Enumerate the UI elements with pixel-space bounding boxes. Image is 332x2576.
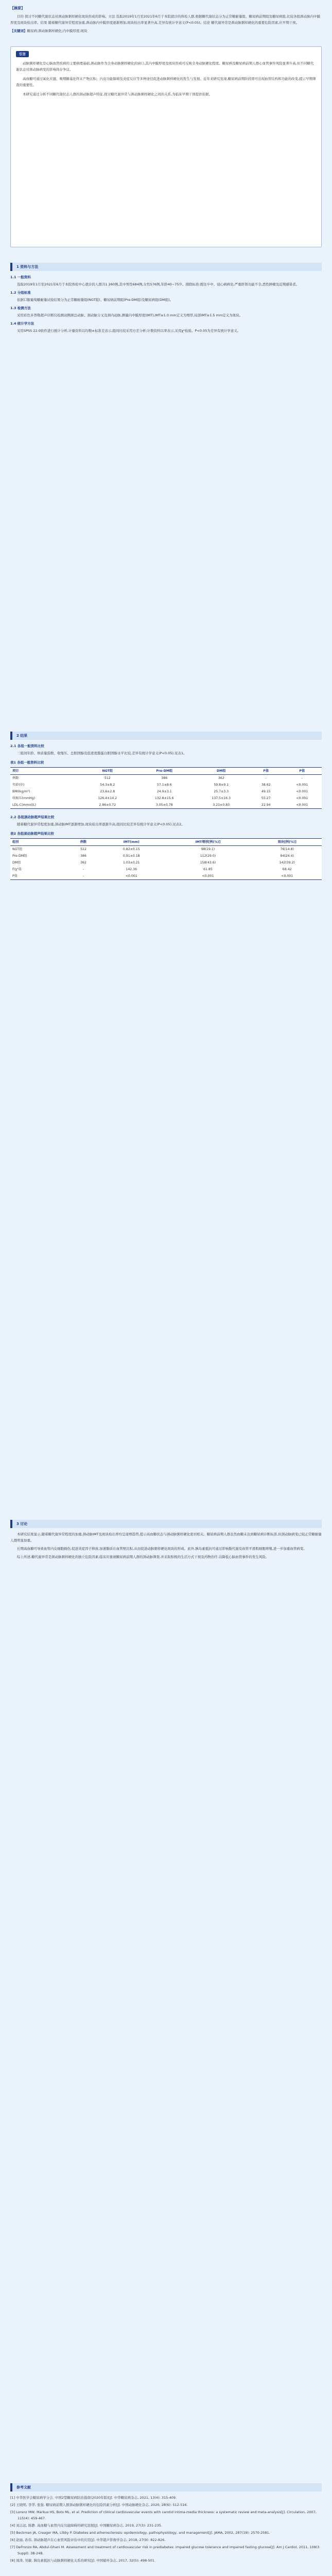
table2-cell: 158(43.6) <box>200 861 216 865</box>
references-title: 参考文献 <box>10 2483 322 2492</box>
discussion-title: 3 讨论 <box>10 1520 322 1528</box>
table1-cell: <0.001 <box>296 783 308 787</box>
methods-paragraph: 采用SPSS 22.0软件进行统计分析,计量资料以均数±标准差表示,组间比较采用方差分析;计数资料以率表示,采用χ²检验。P<0.05为差异有统计学意义。 <box>17 329 241 333</box>
table2-cell: 0.91±0.18 <box>123 854 140 858</box>
table2-header-row <box>10 839 322 846</box>
table1-row <box>10 775 322 782</box>
table2-cell: 1.03±0.21 <box>123 861 140 865</box>
table1-header-cell: F值 <box>263 769 269 773</box>
table2-cell: F/χ²值 <box>12 868 22 871</box>
results-paragraph: 三组间年龄、体质量指数、收缩压、总胆固醇及低密度脂蛋白胆固醇水平比较,差异有统计学意义(P<0.05),见表1。 <box>17 751 187 755</box>
methods-sub-2: 1.2 分组标准 <box>10 291 31 295</box>
results-section <box>10 732 322 880</box>
intro-paragraph: 本研究通过分析不同糖代谢状态人群的颈动脉超声特征,探讨糖代谢异常与颈动脉粥样硬化之间的关系,为临床早期干预提供依据。 <box>23 92 213 96</box>
table1-cell: 收缩压(mmHg) <box>12 796 36 800</box>
table1-row <box>10 788 322 795</box>
reference-list <box>10 2495 322 2564</box>
table1-cell: 137.5±16.3 <box>212 796 231 800</box>
abstract-heading: 【摘要】 <box>10 6 25 10</box>
reference-item: [4] 刘志远, 陈静. 高血糖与血管内皮功能障碍的研究进展[J]. 中国糖尿病杂志, 2019, 27(3): 231-235. <box>10 2523 162 2528</box>
methods-sub-1: 1.1 一般资料 <box>10 275 31 279</box>
table2-header-cell: IMT增厚[例(%)] <box>195 840 221 844</box>
methods-section <box>10 263 322 336</box>
table1-cell: 例数 <box>12 776 19 780</box>
table1-cell: LDL-C(mmol/L) <box>12 803 37 807</box>
table2-row <box>10 859 322 866</box>
keywords-value: 糖尿病;颈动脉粥样硬化;内中膜厚度;斑块 <box>27 29 88 33</box>
table1-row <box>10 782 322 788</box>
table1-title: 表1 各组一般资料比较 <box>10 760 44 765</box>
table2-cell: 76(14.8) <box>280 848 294 851</box>
table2-header-cell: 组别 <box>12 840 19 844</box>
table2 <box>10 838 322 880</box>
table2-cell: 142.36 <box>126 868 137 871</box>
table1-header-row <box>10 768 322 775</box>
reference-item: [1] 中华医学会糖尿病学分会. 中国2型糖尿病防治指南(2020年版)[J]. 中华糖尿病杂志, 2021, 13(4): 315-409. <box>10 2496 177 2500</box>
discussion-paragraph: 长期高血糖可导致血管内皮细胞损伤,促进炎症因子释放,加速脂质在血管壁沉积,从而促进动脉粥样硬化斑块的形成。此外,胰岛素抵抗可通过影响脂代谢及血管平滑肌细胞增殖,进一步加重血管病变。 <box>17 1547 307 1551</box>
discussion-paragraph: 综上所述,糖代谢异常是颈动脉粥样硬化的独立危险因素,临床应重视糖尿病前期人群的颈动脉筛查,并采取积极的生活方式干预及药物治疗,以降低心脑血管事件的发生风险。 <box>17 1555 269 1559</box>
table2-row <box>10 873 322 880</box>
table1-cell: 362 <box>218 776 224 780</box>
table1-cell: - <box>301 776 303 780</box>
methods-sub-4: 1.4 统计学方法 <box>10 321 34 326</box>
table2-cell: NGT组 <box>12 848 23 851</box>
table1-cell: 512 <box>104 776 111 780</box>
table1-cell: - <box>265 776 267 780</box>
table2-cell: - <box>82 868 84 871</box>
table2-cell: 94(24.4) <box>280 854 294 858</box>
methods-paragraph: 采用彩色多普勒超声诊断仪检测双侧颈总动脉、颈动脉分叉及颈内动脉,测量内中膜厚度(IMT),IMT≥1.0 mm定义为增厚,局部IMT≥1.5 mm定义为斑块。 <box>17 313 243 317</box>
keywords-label: 【关键词】 <box>10 29 27 33</box>
table1-cell: 54.3±8.2 <box>100 783 115 787</box>
table1-cell: 3.21±0.83 <box>213 803 230 807</box>
table1-body <box>10 775 322 809</box>
reference-item: [7] DeFronzo RA, Abdul-Ghani M. Assessment and treatment of cardiovascular risk in prediabetes: impaired glucose tolerance and impaired fasting glucose[J]. Am J Cardiol, 2011, 108(3 Suppl): 3B-24B. <box>10 2545 320 2555</box>
table2-body <box>10 846 322 880</box>
table1-cell: 22.94 <box>261 803 271 807</box>
reference-item: [5] Beckman JA, Creager MA, Libby P. Diabetes and atherosclerosis: epidemiology, pathophysiology, and management[J]. JAMA, 2002, 287(19): 2570-2581. <box>10 2531 270 2535</box>
table2-header-cell: 斑块[例(%)] <box>277 840 296 844</box>
table2-cell: DM组 <box>12 861 21 865</box>
table1-cell: 126.4±14.2 <box>98 796 117 800</box>
discussion-paragraph: 本研究结果显示,随着糖代谢异常程度的加重,颈动脉IMT及斑块检出率均呈递增趋势,提示高血糖状态与颈动脉粥样硬化密切相关。糖尿病前期人群虽然血糖未达到糖尿病诊断标准,但颈动脉病变已较正常糖耐量人群明显加重。 <box>10 1532 322 1543</box>
table1-cell: 132.8±15.6 <box>154 796 174 800</box>
intro-box <box>10 46 322 247</box>
results-title: 2 结果 <box>10 732 322 740</box>
table2-cell: 61.85 <box>203 868 213 871</box>
table1-cell: <0.001 <box>296 790 308 793</box>
table1-cell: 386 <box>161 776 168 780</box>
table1-header-cell: NGT组 <box>102 769 113 773</box>
table2-cell: 362 <box>80 861 86 865</box>
intro-paragraph: 动脉粥样硬化是心脑血管疾病的主要病理基础,颈动脉作为全身动脉粥样硬化的窗口,其内中膜厚度及斑块形成可反映全身动脉硬化程度。糖尿病及糖尿病前期人群心血管事件风险显著升高,但不同糖代谢状态对颈动脉病变的影响尚存争议。 <box>16 61 314 72</box>
methods-paragraph: 选取2019年1月至2021年6月于本院体检中心就诊的人群共1 260例,其中男性684例,女性576例,年龄40~75岁。排除标准:既往卒中、冠心病病史,严重肝肾功能不全,恶性肿瘤及近期感染者。 <box>17 282 300 286</box>
intro-tag: 引言 <box>16 51 29 57</box>
table2-cell: P值 <box>12 874 18 878</box>
abstract-text: 目的 探讨不同糖代谢状态对颈动脉粥样硬化斑块形成的影响。方法 选取2019年1月至2021年6月于本院就诊的体检人群,根据糖代谢状态分为正常糖耐量组、糖尿病前期组及糖尿病组,比较各组颈动脉内中膜厚度及斑块检出率。结果 随着糖代谢异常程度加重,颈动脉内中膜厚度逐渐增加,斑块检出率显著升高,差异有统计学意义(P<0.05)。结论 糖代谢异常是颈动脉粥样硬化的重要危险因素,应早期干预。 <box>10 14 321 25</box>
table2-cell: <0.001 <box>281 874 293 878</box>
abstract <box>10 5 322 34</box>
table2-header-cell: 例数 <box>80 840 87 844</box>
methods-sub-3: 1.3 检测方法 <box>10 306 31 310</box>
table2-cell: 142(39.2) <box>279 861 295 865</box>
table2-row <box>10 853 322 859</box>
table2-cell: 68.42 <box>282 868 292 871</box>
table1-cell: 55.27 <box>261 796 271 800</box>
table1-cell: 3.05±0.78 <box>155 803 173 807</box>
table2-cell: - <box>82 874 84 878</box>
reference-item: [2] 王晓明, 李华, 张强. 糖尿病前期人群颈动脉粥样硬化的危险因素分析[J]. 中国动脉硬化杂志, 2020, 28(6): 512-516. <box>10 2503 188 2507</box>
table2-cell: 512 <box>80 848 86 851</box>
table1-header-cell: P值 <box>299 769 305 773</box>
table2-cell: 386 <box>80 854 86 858</box>
reference-item: [8] 周涛, 吴敏. 胰岛素抵抗与动脉粥样硬化关系的研究[J]. 中国循环杂志, 2017, 32(5): 498-501. <box>10 2558 155 2563</box>
table1-header-cell: 项目 <box>12 769 19 773</box>
table2-cell: 112(29.0) <box>200 854 216 858</box>
table2-cell: <0.001 <box>202 874 214 878</box>
table2-header-cell: IMT(mm) <box>123 840 139 844</box>
results-paragraph: 随着糖代谢异常程度加重,颈动脉IMT逐渐增加,斑块检出率逐渐升高,组间比较差异有统计学意义(P<0.05),见表2。 <box>17 822 185 826</box>
results-sub-2: 2.2 各组颈动脉超声结果比较 <box>10 815 55 819</box>
table1-cell: 25.7±3.3 <box>214 790 229 793</box>
references-section <box>10 2483 322 2565</box>
intro-paragraph: 高血糖可通过氧化应激、晚期糖基化终末产物沉积、内皮功能障碍及炎症反应等多种途径促进动脉粥样硬化的发生与发展。近年来研究发现,糖尿病前期阶段即可出现血管结构和功能的改变,提示早期筛查的重要性。 <box>16 77 316 87</box>
keywords <box>10 28 322 34</box>
table1-row <box>10 795 322 802</box>
reference-item: [6] 赵丽, 孙伟. 颈动脉超声在心血管风险评估中的应用[J]. 中华超声影像学杂志, 2018, 27(9): 822-826. <box>10 2538 166 2542</box>
results-sub-1: 2.1 各组一般资料比较 <box>10 744 44 748</box>
discussion-section <box>10 1520 322 1562</box>
table1-row <box>10 802 322 809</box>
table1-cell: 57.1±8.6 <box>156 783 172 787</box>
table2-row <box>10 866 322 873</box>
table1-cell: <0.001 <box>296 803 308 807</box>
reference-item: [3] Lorenz MW, Markus HS, Bots ML, et al. Prediction of clinical cardiovascular events with carotid intima-media thickness: a systematic review and meta-analysis[J]. Circulation, 2007, 115(4): 459-467. <box>10 2510 317 2520</box>
table2-cell: 0.82±0.15 <box>123 848 140 851</box>
table1-cell: BMI(kg/m²) <box>12 790 30 793</box>
table2-cell: Pre-DM组 <box>12 854 27 858</box>
table1-cell: 24.9±3.1 <box>156 790 172 793</box>
methods-paragraph: 依据口服葡萄糖耐量试验结果分为正常糖耐量组(NGT组)、糖尿病前期组(Pre-DM组)及糖尿病组(DM组)。 <box>17 298 173 302</box>
table2-title: 表2 各组颈动脉超声结果比较 <box>10 832 54 836</box>
table1-cell: 23.6±2.8 <box>100 790 115 793</box>
table1-cell: 38.62 <box>261 783 271 787</box>
methods-title: 1 资料与方法 <box>10 263 322 271</box>
table2-cell: 98(19.1) <box>201 848 215 851</box>
table1-header-cell: Pre-DM组 <box>156 769 173 773</box>
table1 <box>10 767 322 809</box>
table2-row <box>10 846 322 853</box>
table1-cell: 年龄(岁) <box>12 783 25 787</box>
table1-header-cell: DM组 <box>216 769 226 773</box>
table1-cell: 49.15 <box>261 790 271 793</box>
table1-cell: 59.8±9.1 <box>214 783 229 787</box>
table1-cell: 2.86±0.72 <box>99 803 116 807</box>
table2-cell: <0.001 <box>125 874 137 878</box>
table1-cell: <0.001 <box>296 796 308 800</box>
